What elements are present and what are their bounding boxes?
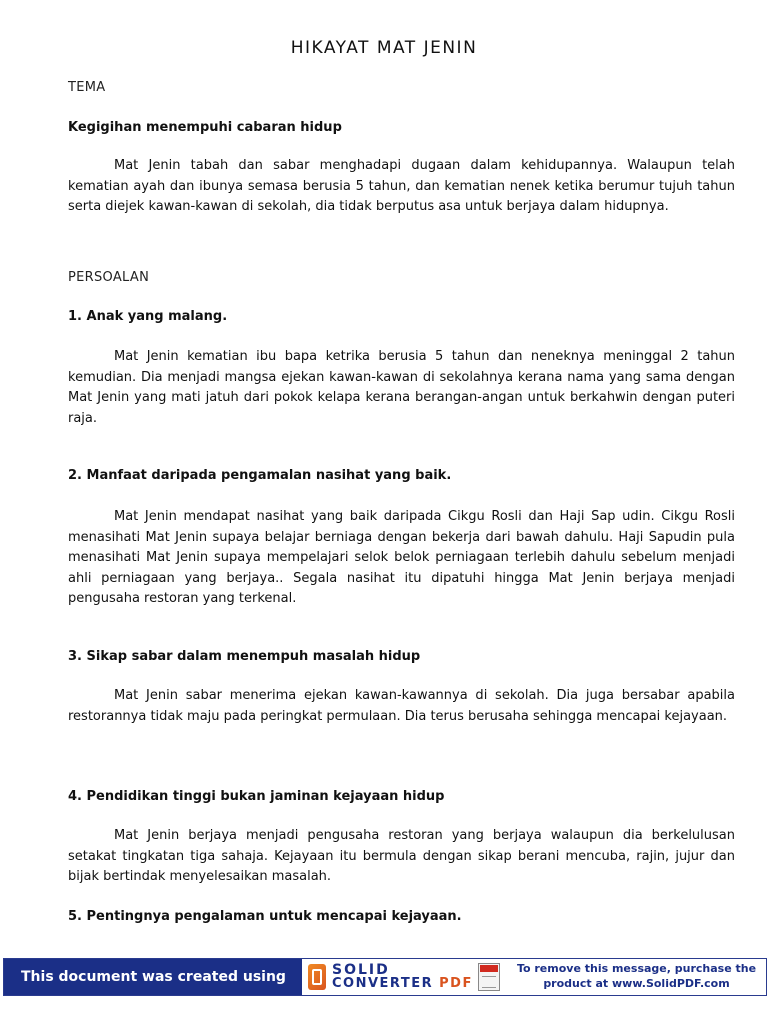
tema-subheading: Kegigihan menempuhi cabaran hidup xyxy=(68,120,342,135)
point-1-heading: 1. Anak yang malang. xyxy=(68,309,228,324)
point-2-paragraph: Mat Jenin mendapat nasihat yang baik daripada Cikgu Rosli dan Haji Sap udin. Cikgu Rosli menasihati Mat Jenin supaya belajar berniaga dengan bekerja dari bawah dahulu. Haji Sapudin pula menasihati Mat Jenin supaya mempelajari selok belok perniagaan terlebih dahulu sebelum menjadi ahli perniagaan yang berjaya.. Segala nasihat itu dipatuhi hingga Mat Jenin berjaya menjadi pengusaha restoran yang terkenal. xyxy=(68,509,735,606)
point-3-paragraph: Mat Jenin sabar menerima ejekan kawan-kawannya di sekolah. Dia juga bersabar apabila restorannya tidak maju pada peringkat permulaan. Dia terus berusaha sehingga mencapai kejayaan. xyxy=(68,688,735,724)
logo-solid-text: SOLID xyxy=(332,962,390,978)
point-3-heading: 3. Sikap sabar dalam menempuh masalah hidup xyxy=(68,649,421,664)
banner-purchase-line1: To remove this message, purchase the xyxy=(516,962,757,975)
point-1-paragraph: Mat Jenin kematian ibu bapa ketrika berusia 5 tahun dan neneknya meninggal 2 tahun kemudian. Dia menjadi mangsa ejekan kawan-kawan di sekolahnya kerana nama yang sama dengan Mat Jenin yang mati jatuh dari pokok kelapa kerana berangan-angan untuk berkahwin dengan puteri raja. xyxy=(68,349,735,426)
tema-paragraph: Mat Jenin tabah dan sabar menghadapi dugaan dalam kehidupannya. Walaupun telah kematian ayah dan ibunya semasa berusia 5 tahun, dan kematian nenek ketika berumur tujuh tahun serta diejek kawan-kawan di sekolah, dia tidak berputus asa untuk berjaya dalam hidupnya. xyxy=(68,158,735,214)
pdf-document-icon xyxy=(478,963,500,991)
solid-converter-logo-icon xyxy=(308,964,326,990)
banner-created-using-text: This document was created using xyxy=(4,959,302,995)
point-2-heading: 2. Manfaat daripada pengamalan nasihat yang baik. xyxy=(68,468,452,483)
solidpdf-watermark-banner[interactable] xyxy=(3,958,767,996)
banner-purchase-message[interactable] xyxy=(509,961,764,991)
document-title: HIKAYAT MAT JENIN xyxy=(290,38,478,58)
point-4-paragraph: Mat Jenin berjaya menjadi pengusaha restoran yang berjaya walaupun dia berkelulusan setakat tingkatan tiga sahaja. Kejayaan itu bermula dengan sikap berani mencuba, rajin, jujur dan bijak bertindak menyelesaikan masalah. xyxy=(68,828,735,884)
persoalan-heading: PERSOALAN xyxy=(68,270,150,285)
solid-converter-logo[interactable] xyxy=(304,961,504,993)
tema-heading: TEMA xyxy=(68,80,106,95)
point-5-heading: 5. Pentingnya pengalaman untuk mencapai kejayaan. xyxy=(68,909,462,924)
banner-purchase-line2[interactable]: product at www.SolidPDF.com xyxy=(543,977,730,990)
logo-converter-text: CONVERTER PDF xyxy=(332,976,473,991)
point-4-heading: 4. Pendidikan tinggi bukan jaminan kejayaan hidup xyxy=(68,789,445,804)
